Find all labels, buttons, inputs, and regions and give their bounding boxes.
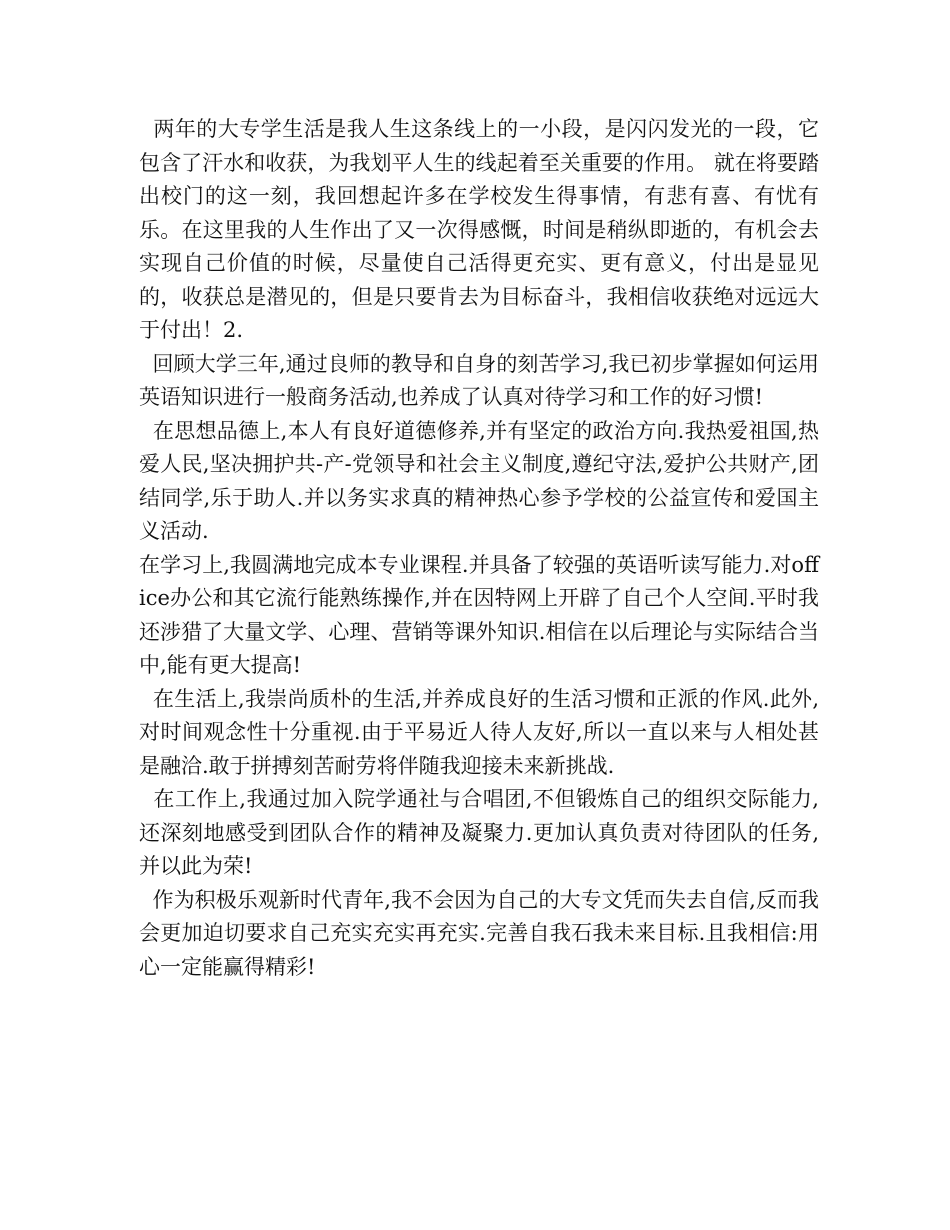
paragraph-work: 在工作上,我通过加入院学通社与合唱团,不但锻炼自己的组织交际能力,还深刻地感受到团队合作的精神及凝聚力.更加认真负责对待团队的任务,并以此为荣! bbox=[139, 787, 819, 878]
paragraph-ideology: 在思想品德上,本人有良好道德修养,并有坚定的政治方向.我热爱祖国,热爱人民,坚决拥护共-产-党领导和社会主义制度,遵纪守法,爱护公共财产,团结同学,乐于助人.并以务实求真的精神热心参予学校的公益宣传和爱国主义活动. bbox=[139, 418, 819, 543]
paragraph-conclusion: 作为积极乐观新时代青年,我不会因为自己的大专文凭而失去自信,反而我会更加迫切要求自己充实充实再充实.完善自我石我未来目标.且我相信:用心一定能赢得精彩! bbox=[139, 887, 819, 979]
paragraph-review: 回顾大学三年,通过良师的教导和自身的刻苦学习,我已初步掌握如何运用英语知识进行一般商务活动,也养成了认真对待学习和工作的好习惯! bbox=[139, 351, 819, 409]
paragraph-intro: 两年的大专学生活是我人生这条线上的一小段，是闪闪发光的一段，它包含了汗水和收获，为我划平人生的线起着至关重要的作用。 就在将要踏出校门的这一刻，我回想起许多在学校发生得事情，有悲有喜、有忧有乐。在这里我的人生作出了又一次得感慨，时间是稍纵即逝的，有机会去实现自己价值的时候，尽量使自己活得更充实、更有意义，付出是显见的，收获总是潜见的，但是只要肯去为目标奋斗，我相信收获绝对远远大于付出！2. bbox=[139, 117, 819, 342]
document-body bbox=[139, 113, 819, 984]
paragraph-life: 在生活上,我崇尚质朴的生活,并养成良好的生活习惯和正派的作风.此外,对时间观念性十分重视.由于平易近人待人友好,所以一直以来与人相处甚是融洽.敢于拼搏刻苦耐劳将伴随我迎接未来新挑战. bbox=[139, 686, 819, 778]
paragraph-study: 在学习上,我圆满地完成本专业课程.并具备了较强的英语听读写能力.对office办公和其它流行能熟练操作,并在因特网上开辟了自己个人空间.平时我还涉猎了大量文学、心理、营销等课外知识.相信在以后理论与实际结合当中,能有更大提高! bbox=[139, 552, 819, 677]
